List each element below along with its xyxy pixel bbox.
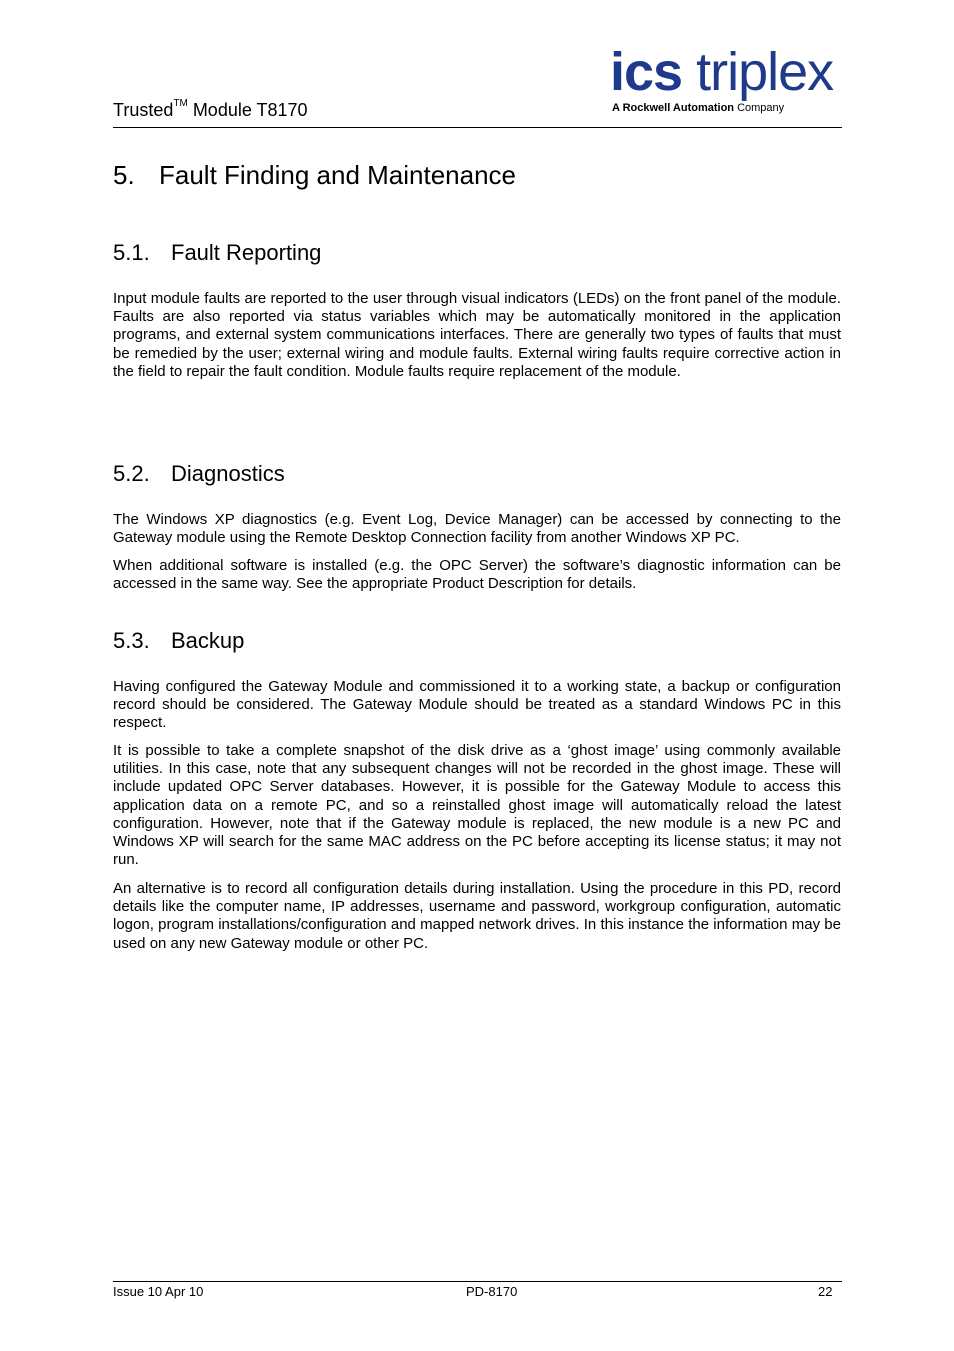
header-divider [113, 127, 842, 128]
footer-issue: Issue 10 Apr 10 [113, 1284, 204, 1299]
paragraph-diagnostics-2: When additional software is installed (e.g. the OPC Server) the software’s diagnostic information can be accessed in the same way. See the appropriate Product Description for details. [113, 557, 841, 593]
footer-divider [113, 1281, 842, 1282]
footer-doc-id: PD-8170 [466, 1284, 518, 1299]
document-header-title [113, 100, 308, 121]
header-title-suffix: Module T8170 [187, 100, 308, 120]
logo-wordmark: ics triplex [610, 42, 834, 102]
subsection-heading-backup: 5.3. Backup [113, 628, 245, 653]
paragraph-backup-1: Having configured the Gateway Module and commissioned it to a working state, a backup or configuration record should be considered. The Gateway Module should be treated as a standard Windows PC in this respect. [113, 678, 841, 732]
subsection-heading-fault-reporting: 5.1. Fault Reporting [113, 240, 322, 265]
subsection-heading-diagnostics: 5.2. Diagnostics [113, 461, 285, 486]
logo-tagline: A Rockwell Automation Company [612, 102, 785, 114]
section-number: 5. [113, 160, 135, 190]
section-title: Fault Finding and Maintenance [159, 160, 517, 190]
paragraph-backup-2: It is possible to take a complete snapshot of the disk drive as a ‘ghost image’ using commonly available utilities. In this case, note that any subsequent changes will not be recorded in the ghost image. These will include updated OPC Server databases. However, it is possible for the Gateway Module to access this application data on a remote PC, and so a reinstalled ghost image will automatically reload the latest configuration. However, note that if the Gateway module is replaced, the new module is a new PC and Windows XP will search for the same MAC address on the PC before accepting its license status; it may not run. [113, 742, 841, 869]
paragraph-fault-reporting: Input module faults are reported to the user through visual indicators (LEDs) on the front panel of the module. Faults are also reported via status variables which may be automatically monitored in the application programs, and external system communications interfaces. There are generally two types of faults that must be remedied by the user; external wiring and module faults. External wiring faults require corrective action in the field to repair the fault condition. Module faults require replacement of the module. [113, 290, 841, 380]
trademark-sup: TM [173, 98, 188, 109]
paragraph-diagnostics-1: The Windows XP diagnostics (e.g. Event Log, Device Manager) can be accessed by connecting to the Gateway module using the Remote Desktop Connection facility from another Windows XP PC. [113, 511, 841, 547]
header-title-prefix: Trusted [113, 100, 174, 120]
footer-page-number: 22 [818, 1284, 833, 1299]
section-heading [113, 160, 516, 191]
paragraph-backup-3: An alternative is to record all configuration details during installation. Using the procedure in this PD, record details like the computer name, IP addresses, username and password, workgroup configuration, automatic logon, program installations/configuration and mapped network drives. In this instance the information may be used on any new Gateway module or other PC. [113, 880, 841, 952]
company-logo [610, 42, 842, 122]
